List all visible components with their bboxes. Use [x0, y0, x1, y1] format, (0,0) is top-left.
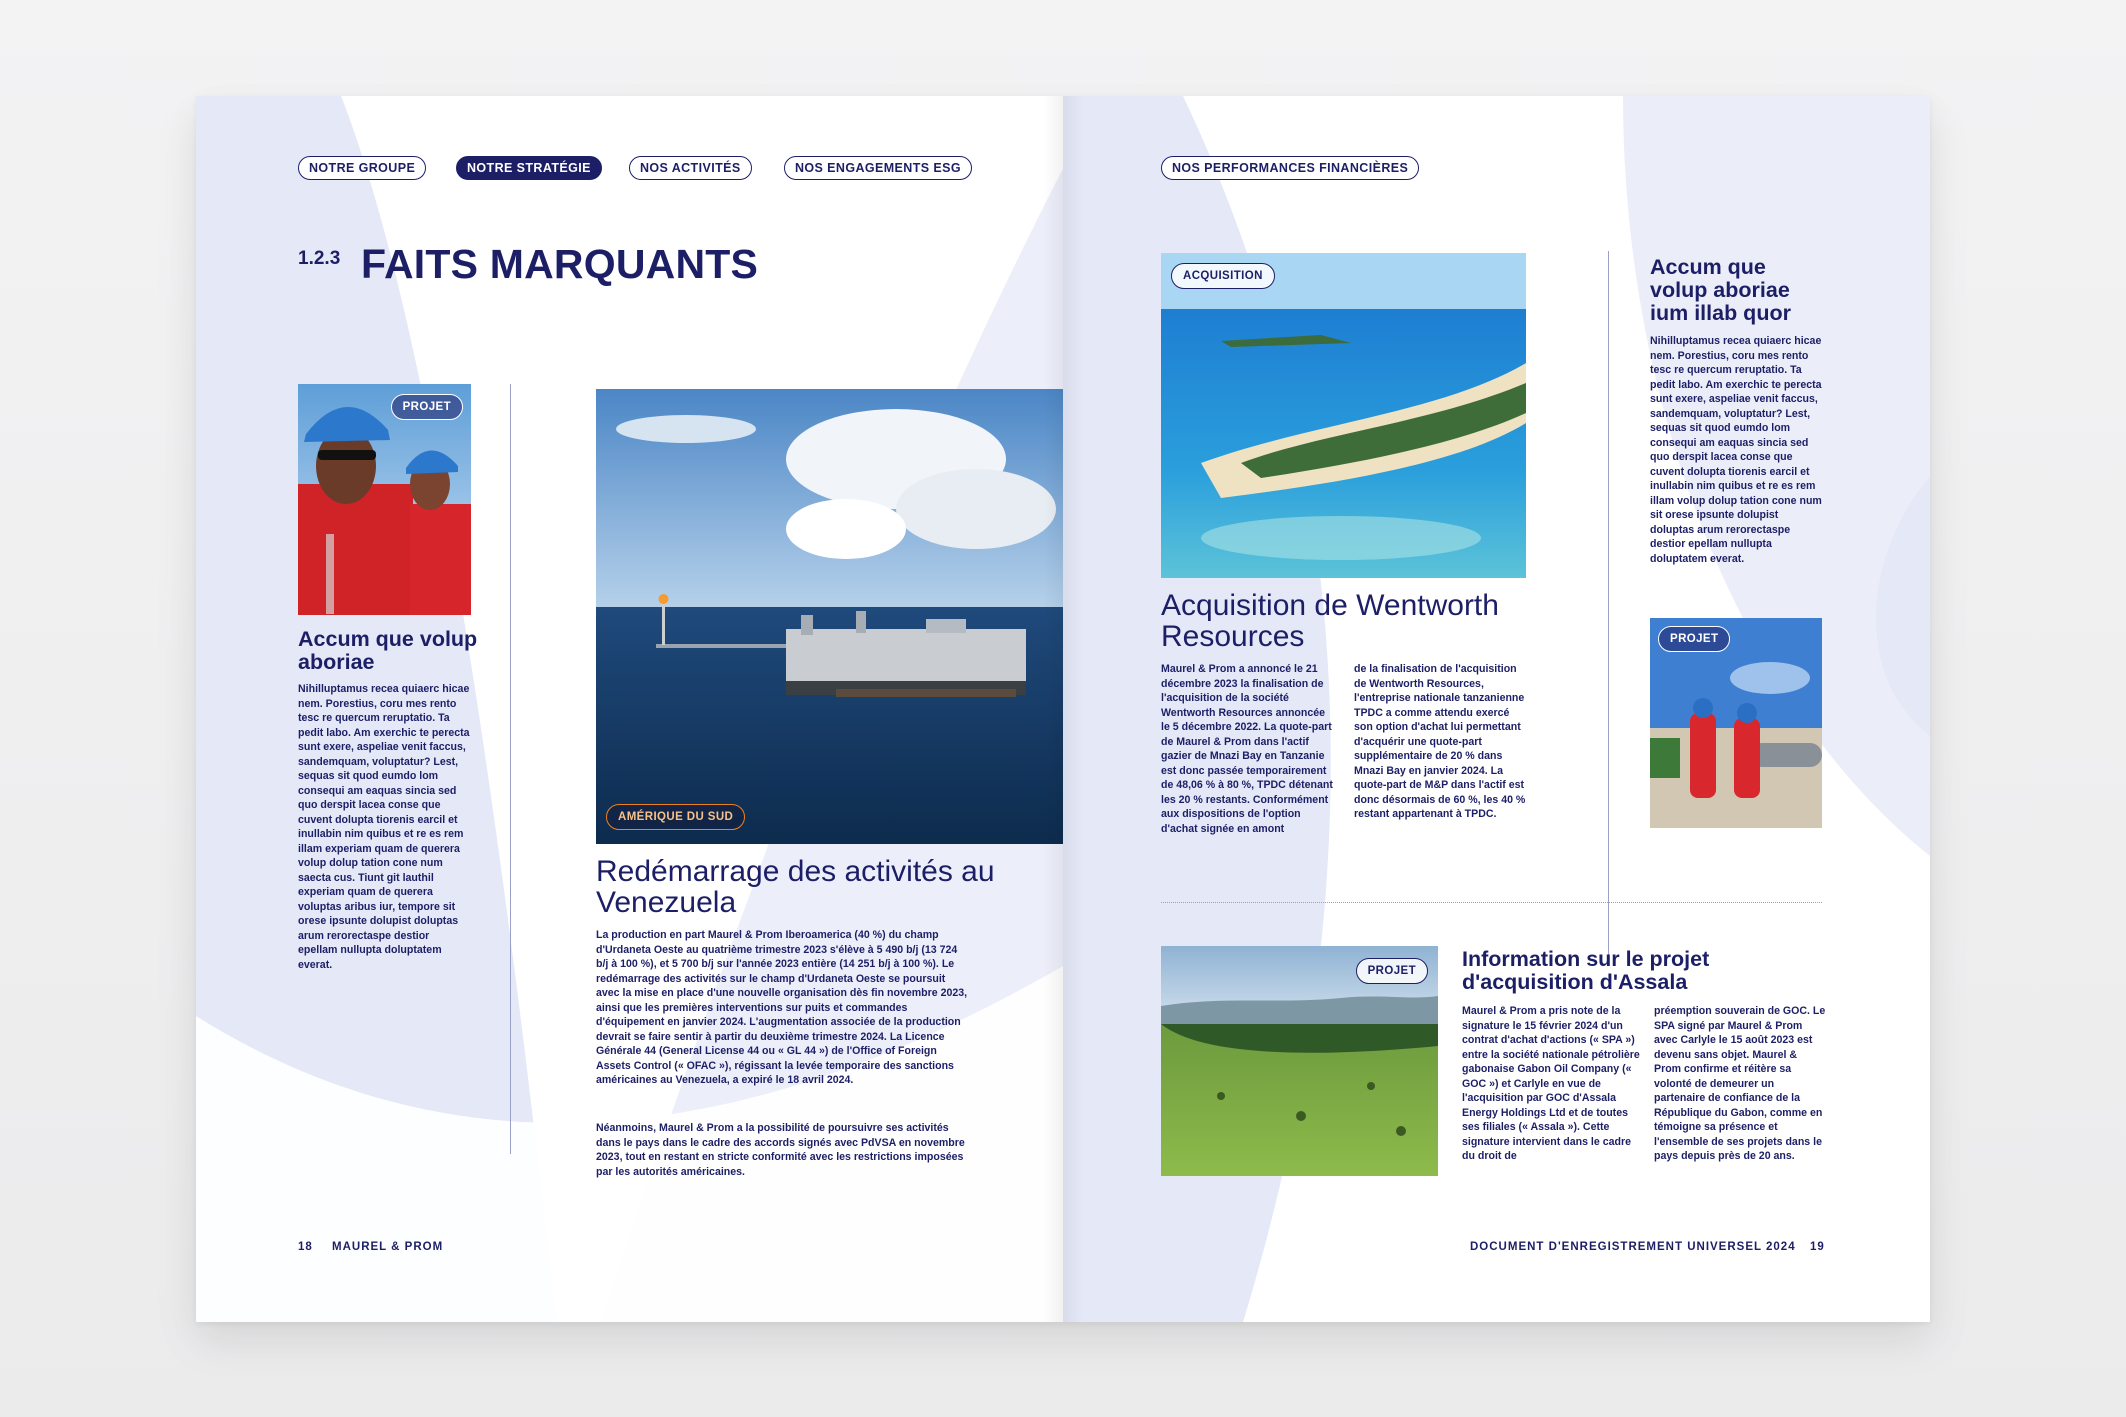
projet-tag: PROJET	[391, 394, 463, 420]
venezuela-paragraph-2: Néanmoins, Maurel & Prom a la possibilité de poursuivre ses activités dans le pays dans le cadre des accords signés avec PdVSA en novembre 2023, tout en restant en stricte conformité avec les restrictions imposées par les autorités américaines.	[596, 1122, 965, 1178]
venezuela-title: Redémarrage des activités au Venezuela	[596, 855, 995, 919]
page-title: FAITS MARQUANTS	[361, 241, 759, 287]
savanna-landscape-photo	[1161, 946, 1438, 1176]
aerial-island-photo	[1161, 253, 1526, 578]
nav-nos-engagements-esg[interactable]: NOS ENGAGEMENTS ESG	[784, 156, 972, 180]
right-page	[1063, 96, 1930, 1322]
nav-notre-strategie[interactable]: NOTRE STRATÉGIE	[456, 156, 602, 180]
right-column-body: Nihilluptamus recea quiaerc hicae nem. Porestius, coru mes rento tesc re quercum reruptatio. Ta pedit labo. Am exerchic te perecta sunt exere, aspeliae venit faccus, sandemquam, voluptatur? Lest, sequas sit quod eumdo lom consequi am eaquas sincia sed quo derspit lacea conse que cuvent dolupta tiorenis earcil et inullabin nim quibus et re es rem illam volup dolup tation cone num sit orese ipsunte dolupist doluptas arum rerorectaspe destior epellam nullupta doluptatem everat.	[1650, 335, 1822, 565]
nav-nos-activites[interactable]: NOS ACTIVITÉS	[629, 156, 752, 180]
page-number-left: 18	[298, 1241, 313, 1253]
section-number: 1.2.3	[298, 248, 341, 269]
company-name-footer: MAUREL & PROM	[332, 1241, 444, 1253]
column-divider	[510, 384, 511, 1154]
document-name-footer: DOCUMENT D'ENREGISTREMENT UNIVERSEL 2024	[1470, 1241, 1796, 1253]
pipeline-workers-photo	[1650, 618, 1822, 828]
assala-title: Information sur le projet d'acquisition d'Assala	[1462, 947, 1710, 994]
right-column-heading: Accum que volup aboriae ium illab quor	[1650, 255, 1791, 325]
wentworth-title: Acquisition de Wentworth Resources	[1161, 589, 1499, 653]
document-spread	[196, 96, 1930, 1322]
amerique-du-sud-tag: AMÉRIQUE DU SUD	[606, 804, 745, 830]
wentworth-column-2: de la finalisation de l'acquisition de Wentworth Resources, l'entreprise nationale tanzanienne TPDC a comme attendu exercé son option d'achat lui permettant d'acquérir une quote-part supplémentaire de 20 % dans Mnazi Bay en janvier 2024. La quote-part de M&P dans l'actif est donc désormais de 60 %, les 40 % restant appartenant à TPDC.	[1354, 663, 1526, 820]
assala-column-2: préemption souverain de GOC. Le SPA signé par Maurel & Prom avec Carlyle le 15 août 2023 est devenu sans objet. Maurel & Prom confirme et réitère sa volonté de demeurer un partenaire de confiance de la République du Gabon, comme en témoigne sa présence et l'ensemble de ses projets dans le pays depuis près de 20 ans.	[1654, 1005, 1826, 1162]
nav-notre-groupe[interactable]: NOTRE GROUPE	[298, 156, 426, 180]
offshore-platform-photo	[596, 389, 1063, 844]
venezuela-paragraph-1: La production en part Maurel & Prom Iberoamerica (40 %) du champ d'Urdaneta Oeste au quatrième trimestre 2023 s'élève à 5 490 b/j (13 724 b/j à 100 %), et 5 700 b/j sur l'année 2023 entière (14 251 b/j à 100 %). Le redémarrage des activités sur le champ d'Urdaneta Oeste se poursuit avec la mise en place d'une nouvelle organisation dès fin novembre 2023, ainsi que les premières interventions sur puits et commandes d'équipement en janvier 2024. L'augmentation associée de la production devrait se faire sentir à partir du deuxième trimestre 2024. La Licence Générale 44 (General License 44 ou « GL 44 ») de l'Office of Foreign Assets Control (« OFAC »), régissant la levée temporaire des sanctions américaines au Venezuela, a expiré le 18 avril 2024.	[596, 929, 968, 1086]
workers-photo	[298, 384, 471, 615]
acquisition-tag: ACQUISITION	[1171, 263, 1275, 289]
projet-tag: PROJET	[1658, 626, 1730, 652]
nav-nos-performances-financieres[interactable]: NOS PERFORMANCES FINANCIÈRES	[1161, 156, 1419, 180]
wentworth-column-1: Maurel & Prom a annoncé le 21 décembre 2023 la finalisation de l'acquisition de la société Wentworth Resources annoncée le 5 décembre 2022. La quote-part de Maurel & Prom dans l'actif gazier de Mnazi Bay en Tanzanie est donc passée temporairement de 48,06 % à 80 %, TPDC détenant les 20 % restants. Conformément aux dispositions de l'option d'achat signée en amont	[1161, 663, 1333, 835]
projet-tag: PROJET	[1356, 958, 1428, 984]
left-column-heading: Accum que volup aboriae	[298, 627, 478, 674]
assala-column-1: Maurel & Prom a pris note de la signature le 15 février 2024 d'un contrat d'achat d'actions (« SPA ») entre la société nationale pétrolière gabonaise Gabon Oil Company (« GOC ») et Carlyle en vue de l'acquisition par GOC d'Assala Energy Holdings Ltd et de toutes ses filiales (« Assala »). Cette signature intervient dans le cadre du droit de	[1462, 1005, 1640, 1162]
section-divider	[1161, 902, 1822, 903]
column-divider	[1608, 251, 1609, 956]
page-number-right: 19	[1810, 1241, 1825, 1253]
left-page	[196, 96, 1063, 1322]
left-column-body: Nihilluptamus recea quiaerc hicae nem. Porestius, coru mes rento tesc re quercum reruptatio. Ta pedit labo. Am exerchic te perecta sunt exere, aspeliae venit faccus, sandemquam, voluptatur? Lest, sequas sit quod eumdo lom consequi am eaquas sincia sed quo derspit lacea conse que cuvent dolupta tiorenis earcil et inullabin nim quibus et re es rem illam experiam quam de querera volup dolup tation cone num saecta cus. Tiunt git lauthil experiam quam de querera voluptas aribus iur, tempore sit orese ipsunte dolupist doluptas arum rerorectaspe destior epellam nullupta doluptatem everat.	[298, 683, 470, 971]
